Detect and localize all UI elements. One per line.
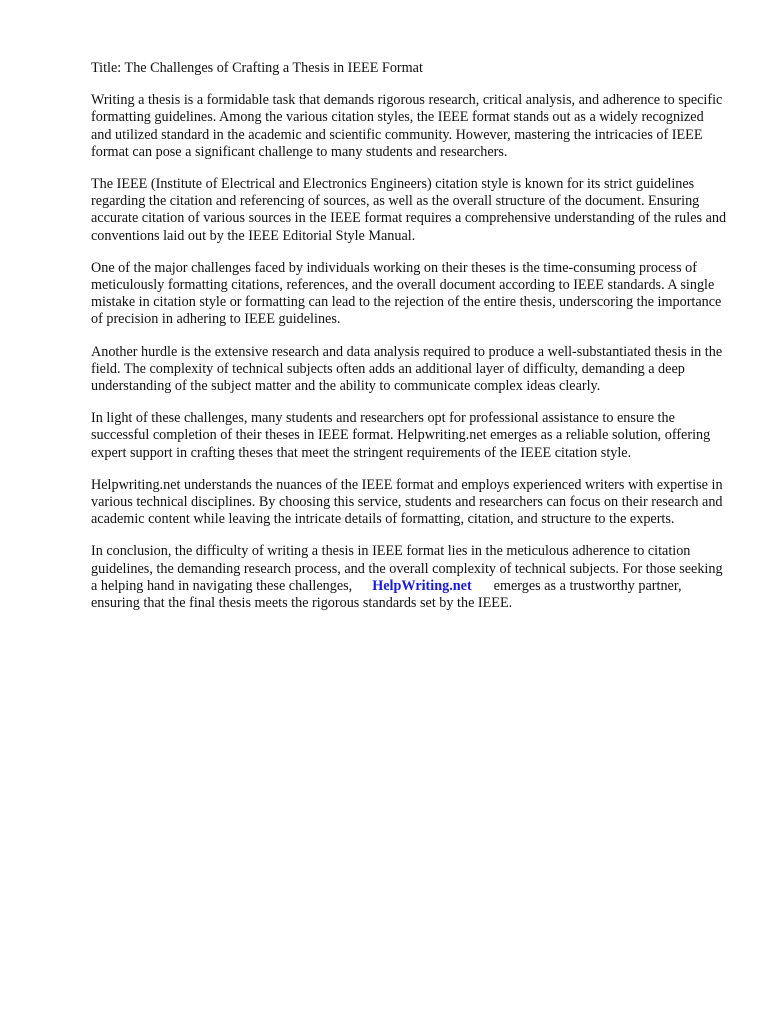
document-title: Title: The Challenges of Crafting a Thesis in IEEE Format <box>91 60 423 76</box>
conclusion-text-before-link: In conclusion, the difficulty of writing a thesis in IEEE format lies in the meticulous adherence to citation guidelines, the demanding research process, and the overall complexity of technical subjects. For those seeking a helping hand in navigating these challenges, <box>91 543 723 594</box>
helpwriting-link[interactable]: HelpWriting.net <box>372 577 472 594</box>
paragraph-professional-assistance: In light of these challenges, many students and researchers opt for professional assistance to ensure the successful completion of their theses in IEEE format. Helpwriting.net emerges as a reliable solution, offering expert support in crafting theses that meet the stringent requirements of the IEEE citation style. <box>91 410 711 461</box>
paragraph-ieee-style: The IEEE (Institute of Electrical and Electronics Engineers) citation style is known for its strict guidelines regarding the citation and referencing of sources, as well as the overall structure of the document. Ensuring accurate citation of various sources in the IEEE format requires a comprehensive understanding of the rules and conventions laid out by the IEEE Editorial Style Manual. <box>91 176 727 244</box>
document-body <box>91 60 727 627</box>
paragraph-service-description: Helpwriting.net understands the nuances of the IEEE format and employs experienced writers with expertise in various technical disciplines. By choosing this service, students and researchers can focus on their research and academic content while leaving the intricate details of formatting, citation, and structure to the experts. <box>91 476 723 528</box>
paragraph-research-hurdle: Another hurdle is the extensive research and data analysis required to produce a well-substantiated thesis in the field. The complexity of technical subjects often adds an additional layer of difficulty, demanding a deep understanding of the subject matter and the ability to communicate complex ideas clearly. <box>91 343 723 395</box>
conclusion-text-after-link: emerges as a trustworthy partner, ensuring that the final thesis meets the rigorous standards set by the IEEE. <box>91 577 682 612</box>
paragraph-major-challenges: One of the major challenges faced by individuals working on their theses is the time-consuming process of meticulously formatting citations, references, and the overall document according to IEEE standards. A single mistake in citation style or formatting can lead to the rejection of the entire thesis, underscoring the importance of precision in adhering to IEEE guidelines. <box>91 259 722 328</box>
paragraph-intro: Writing a thesis is a formidable task that demands rigorous research, critical analysis, and adherence to specific formatting guidelines. Among the various citation styles, the IEEE format stands out as a widely recognized and utilized standard in the academic and scientific community. However, mastering the intricacies of IEEE format can pose a significant challenge to many students and researchers. <box>91 92 723 160</box>
paragraph-conclusion <box>91 543 727 612</box>
